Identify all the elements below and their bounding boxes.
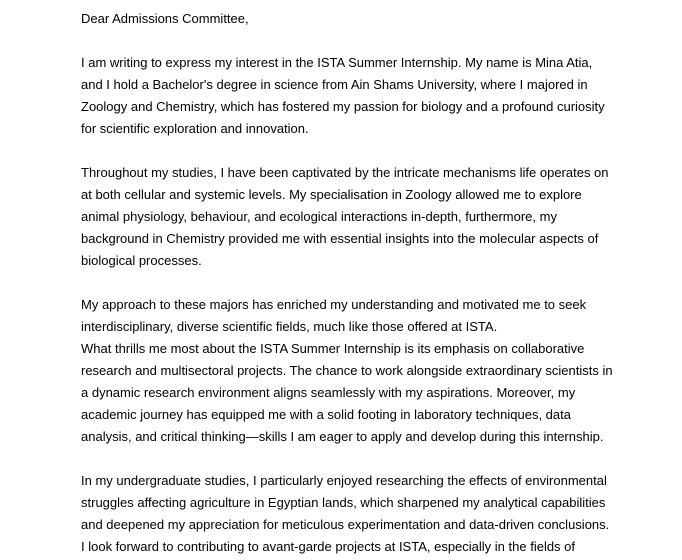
paragraph-3: [81, 294, 641, 448]
paragraph-line: biological processes.: [81, 253, 202, 268]
paragraph-spacer: [81, 140, 641, 162]
paragraph-1: [81, 52, 641, 140]
salutation: Dear Admissions Committee,: [81, 11, 249, 26]
paragraph-line: analysis, and critical thinking—skills I am eager to apply and develop during this internship.: [81, 429, 604, 444]
paragraph-2: [81, 162, 641, 272]
cover-letter: [81, 8, 641, 558]
paragraph-line: struggles affecting agriculture in Egyptian lands, which sharpened my analytical capabilities: [81, 495, 606, 510]
paragraph-line: and deepened my appreciation for meticulous experimentation and data-driven conclusions.: [81, 517, 610, 532]
paragraph-line: Zoology and Chemistry, which has fostered my passion for biology and a profound curiosity: [81, 99, 605, 114]
paragraph-spacer: [81, 448, 641, 470]
paragraph-line: interdisciplinary, diverse scientific fields, much like those offered at ISTA.: [81, 319, 498, 334]
paragraph-line: and I hold a Bachelor's degree in science from Ain Shams University, where I majored in: [81, 77, 588, 92]
paragraph-line: What thrills me most about the ISTA Summer Internship is its emphasis on collaborative: [81, 341, 585, 356]
paragraph-line: for scientific exploration and innovation.: [81, 121, 309, 136]
paragraph-4: [81, 470, 641, 558]
paragraph-line: I am writing to express my interest in the ISTA Summer Internship. My name is Mina Atia,: [81, 55, 593, 70]
paragraph-spacer: [81, 272, 641, 294]
paragraph-line: In my undergraduate studies, I particularly enjoyed researching the effects of environmental: [81, 473, 607, 488]
paragraph-line: background in Chemistry provided me with essential insights into the molecular aspects of: [81, 231, 599, 246]
paragraph-spacer: [81, 30, 641, 52]
paragraph-line: My approach to these majors has enriched my understanding and motivated me to seek: [81, 297, 587, 312]
paragraph-line: a dynamic research environment aligns seamlessly with my aspirations. Moreover, my: [81, 385, 576, 400]
paragraph-line: Throughout my studies, I have been captivated by the intricate mechanisms life operates on: [81, 165, 609, 180]
paragraph-line: research and multisectoral projects. The chance to work alongside extraordinary scientists in: [81, 363, 613, 378]
paragraph-line: academic journey has equipped me with a solid footing in laboratory techniques, data: [81, 407, 571, 422]
paragraph-line: at both cellular and systemic levels. My specialisation in Zoology allowed me to explore: [81, 187, 582, 202]
paragraph-line: I look forward to contributing to avant-garde projects at ISTA, especially in the fields of: [81, 539, 576, 554]
paragraph-line: animal physiology, behaviour, and ecological interactions in-depth, furthermore, my: [81, 209, 557, 224]
